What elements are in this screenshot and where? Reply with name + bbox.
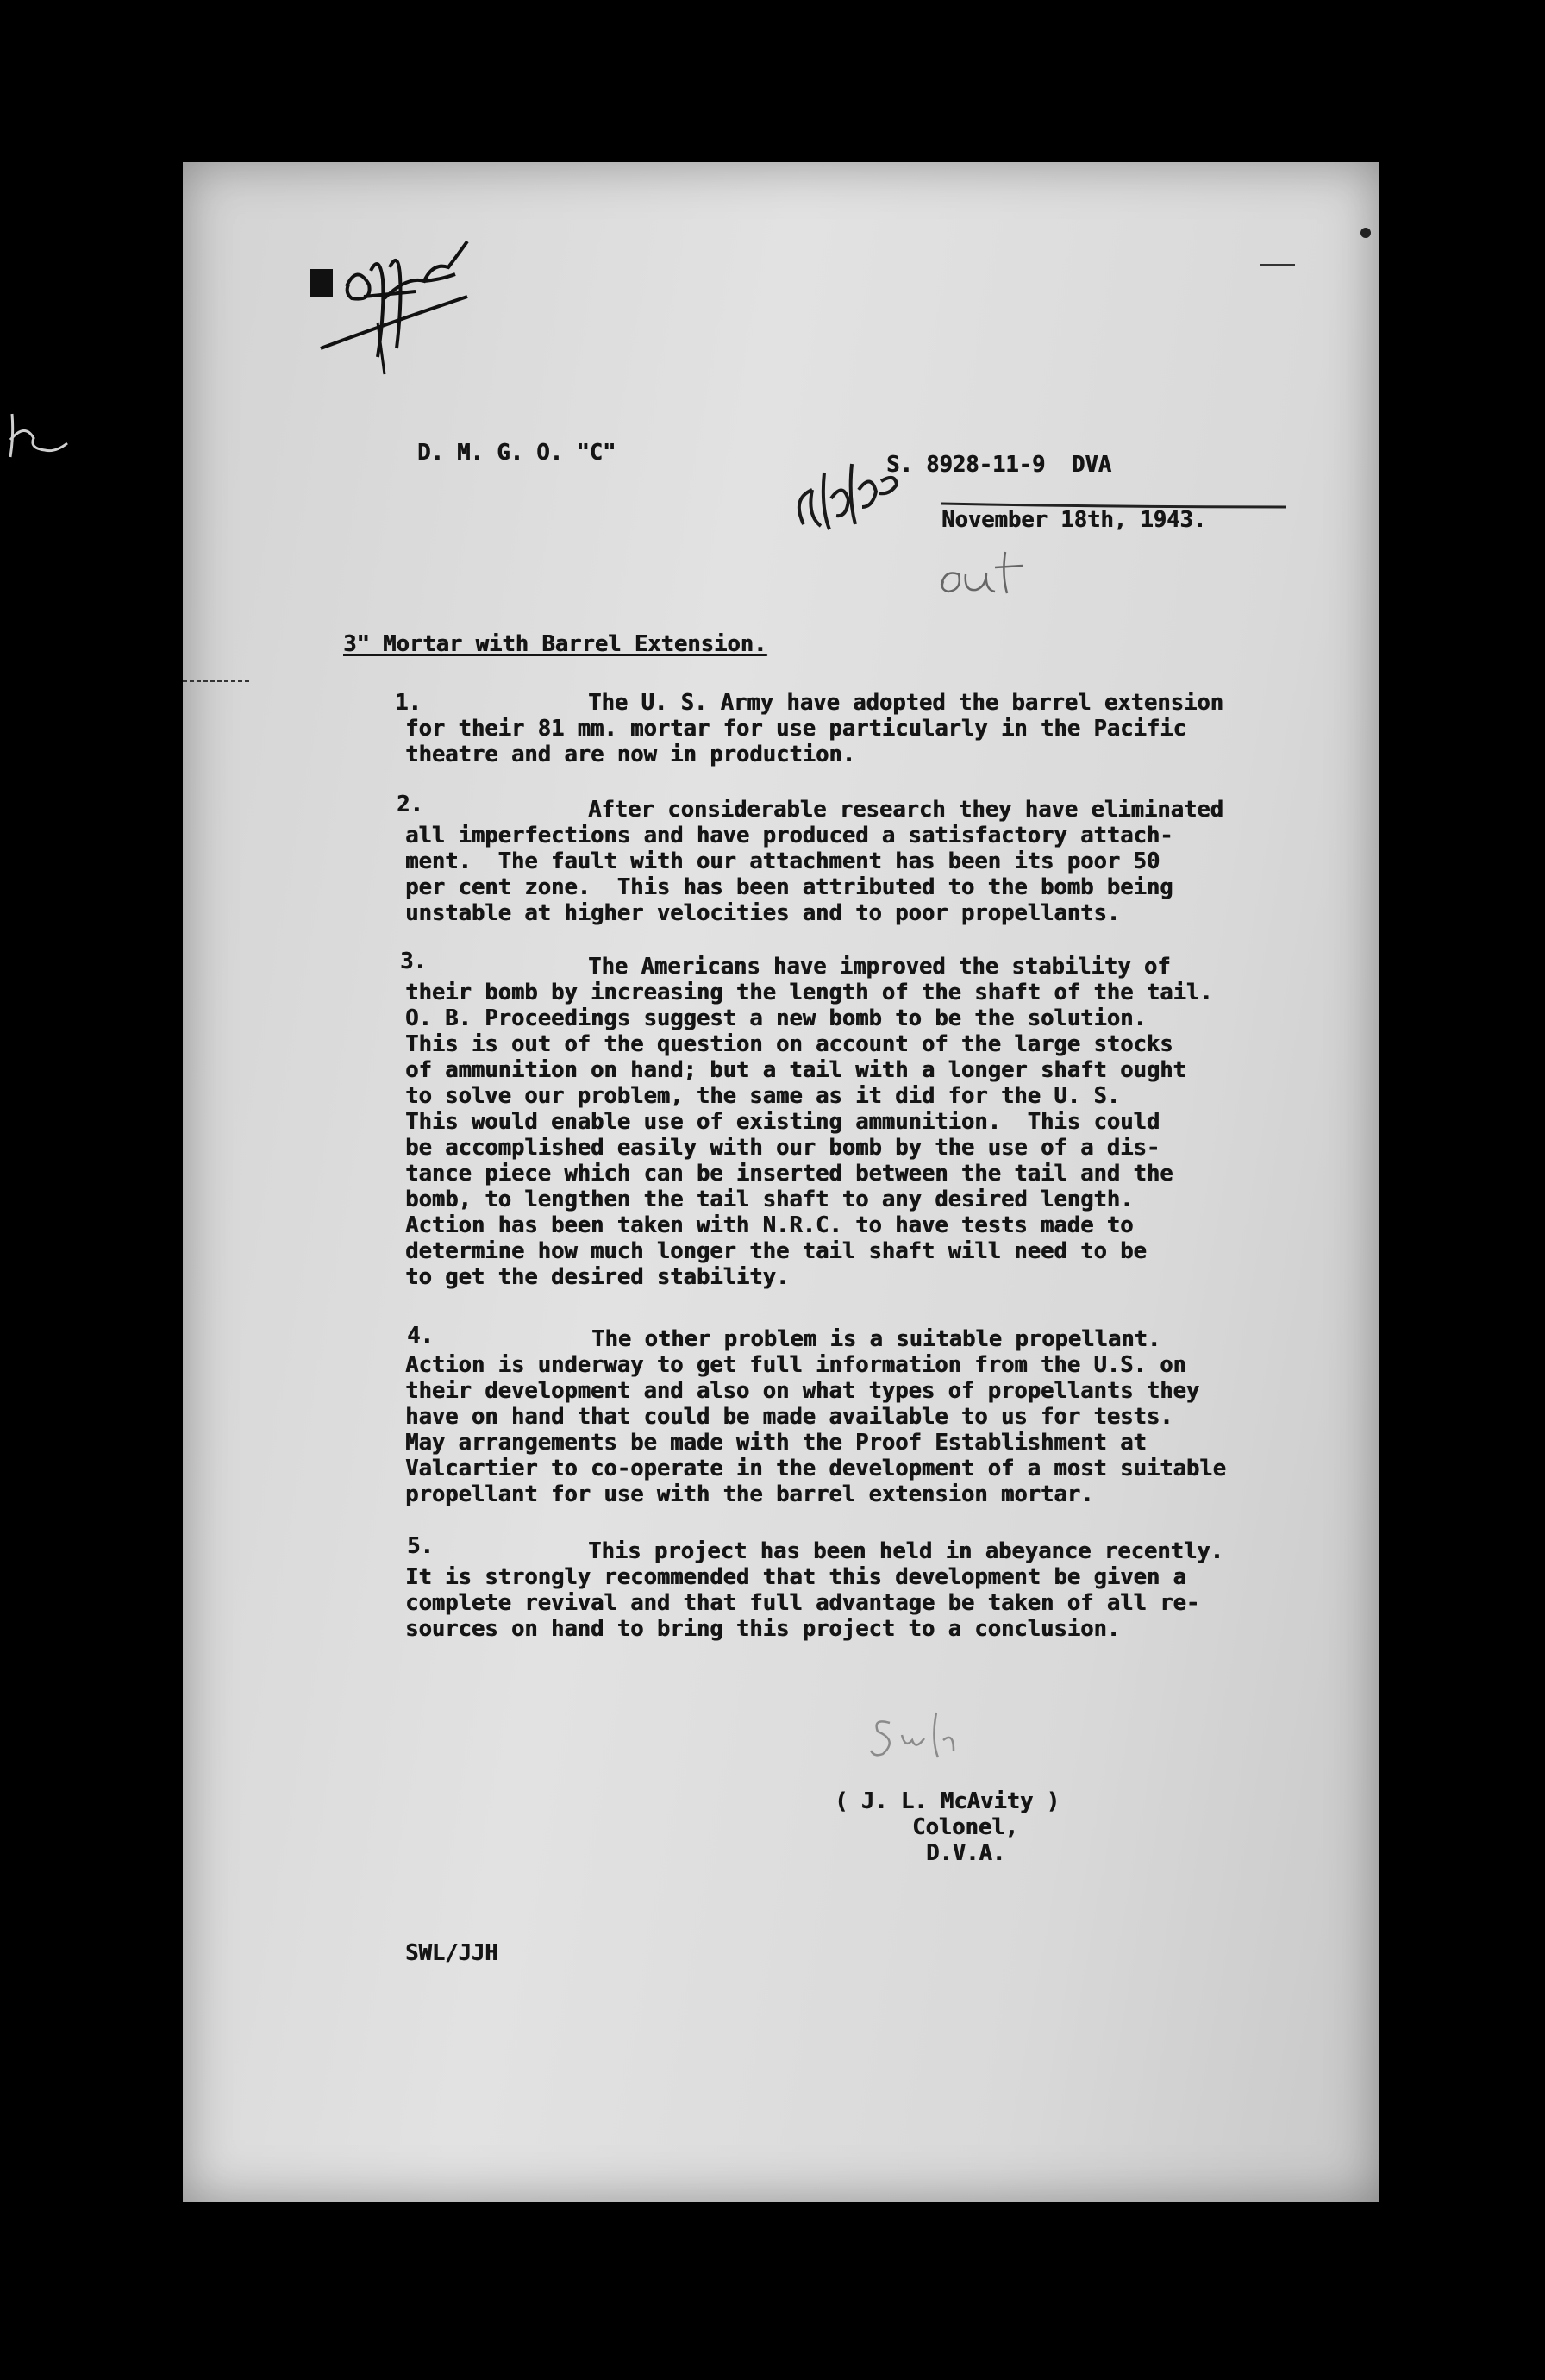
- paragraph-2-first-line: After considerable research they have eliminated: [588, 797, 1223, 823]
- paragraph-3-line: This is out of the question on account of the large stocks: [405, 1031, 1173, 1057]
- file-reference: S. 8928-11-9 DVA: [886, 452, 1111, 478]
- paragraph-3-number: 3.: [400, 949, 427, 974]
- margin-scribble: [3, 405, 72, 466]
- paragraph-4-line: propellant for use with the barrel extension mortar.: [405, 1481, 1094, 1507]
- paragraph-3-line: be accomplished easily with our bomb by the use of a dis-: [405, 1135, 1160, 1161]
- margin-dash: [1260, 264, 1295, 266]
- paragraph-1-first-line: The U. S. Army have adopted the barrel extension: [588, 690, 1223, 716]
- paragraph-1-line: theatre and are now in production.: [405, 742, 855, 767]
- paragraph-1-number: 1.: [395, 690, 422, 716]
- paragraph-3-line: to get the desired stability.: [405, 1264, 790, 1290]
- paragraph-5-first-line: This project has been held in abeyance recently.: [588, 1538, 1223, 1564]
- signature-initials-scribble: [864, 1706, 1002, 1766]
- paragraph-1-line: for their 81 mm. mortar for use particularly in the Pacific: [405, 716, 1186, 742]
- out-pencil-note: [933, 540, 1054, 609]
- memo-subject: 3" Mortar with Barrel Extension.: [343, 631, 767, 657]
- paragraph-3-line: of ammunition on hand; but a tail with a longer shaft ought: [405, 1057, 1186, 1083]
- addressee: D. M. G. O. "C": [417, 440, 616, 466]
- paragraph-5-number: 5.: [407, 1533, 434, 1559]
- paragraph-3-line: This would enable use of existing ammunition. This could: [405, 1109, 1160, 1135]
- reference-initials: SWL/JJH: [405, 1940, 498, 1966]
- paragraph-4-number: 4.: [407, 1323, 434, 1349]
- paragraph-2-line: per cent zone. This has been attributed to the bomb being: [405, 874, 1173, 900]
- office-handwritten-mark: [295, 219, 502, 383]
- paragraph-2-number: 2.: [397, 792, 423, 817]
- paragraph-4-first-line: The other problem is a suitable propellant.: [591, 1326, 1161, 1352]
- punch-dot: [1360, 228, 1371, 238]
- paragraph-4-line: their development and also on what types of propellants they: [405, 1378, 1200, 1404]
- paragraph-3-line: determine how much longer the tail shaft will need to be: [405, 1238, 1147, 1264]
- paragraph-3-line: Action has been taken with N.R.C. to have tests made to: [405, 1212, 1134, 1238]
- paragraph-4-line: May arrangements be made with the Proof Establishment at: [405, 1430, 1147, 1456]
- paragraph-4-line: Action is underway to get full information from the U.S. on: [405, 1352, 1186, 1378]
- paragraph-3-line: their bomb by increasing the length of the shaft of the tail.: [405, 980, 1213, 1005]
- paragraph-5-line: complete revival and that full advantage be taken of all re-: [405, 1590, 1200, 1616]
- signatory-rank: Colonel,: [912, 1814, 1018, 1840]
- signatory-name: ( J. L. McAvity ): [835, 1788, 1060, 1814]
- paragraph-2-line: all imperfections and have produced a satisfactory attach-: [405, 823, 1173, 849]
- paragraph-2-line: unstable at higher velocities and to poor propellants.: [405, 900, 1121, 926]
- paragraph-3-first-line: The Americans have improved the stability of: [588, 954, 1171, 980]
- paragraph-3-line: to solve our problem, the same as it did for the U. S.: [405, 1083, 1121, 1109]
- paragraph-4-line: Valcartier to co-operate in the development of a most suitable: [405, 1456, 1226, 1481]
- memo-date: November 18th, 1943.: [941, 507, 1207, 533]
- paragraph-3-line: tance piece which can be inserted between the tail and the: [405, 1161, 1173, 1187]
- paragraph-4-line: have on hand that could be made available to us for tests.: [405, 1404, 1173, 1430]
- memo-page: [183, 162, 1379, 2202]
- paragraph-3-line: O. B. Proceedings suggest a new bomb to be the solution.: [405, 1005, 1147, 1031]
- paragraph-5-line: sources on hand to bring this project to a conclusion.: [405, 1616, 1121, 1642]
- paragraph-5-line: It is strongly recommended that this development be given a: [405, 1564, 1186, 1590]
- left-edge-dash: [183, 680, 250, 682]
- paragraph-2-line: ment. The fault with our attachment has been its poor 50: [405, 849, 1160, 874]
- signatory-office: D.V.A.: [926, 1840, 1006, 1866]
- paragraph-3-line: bomb, to lengthen the tail shaft to any desired length.: [405, 1187, 1134, 1212]
